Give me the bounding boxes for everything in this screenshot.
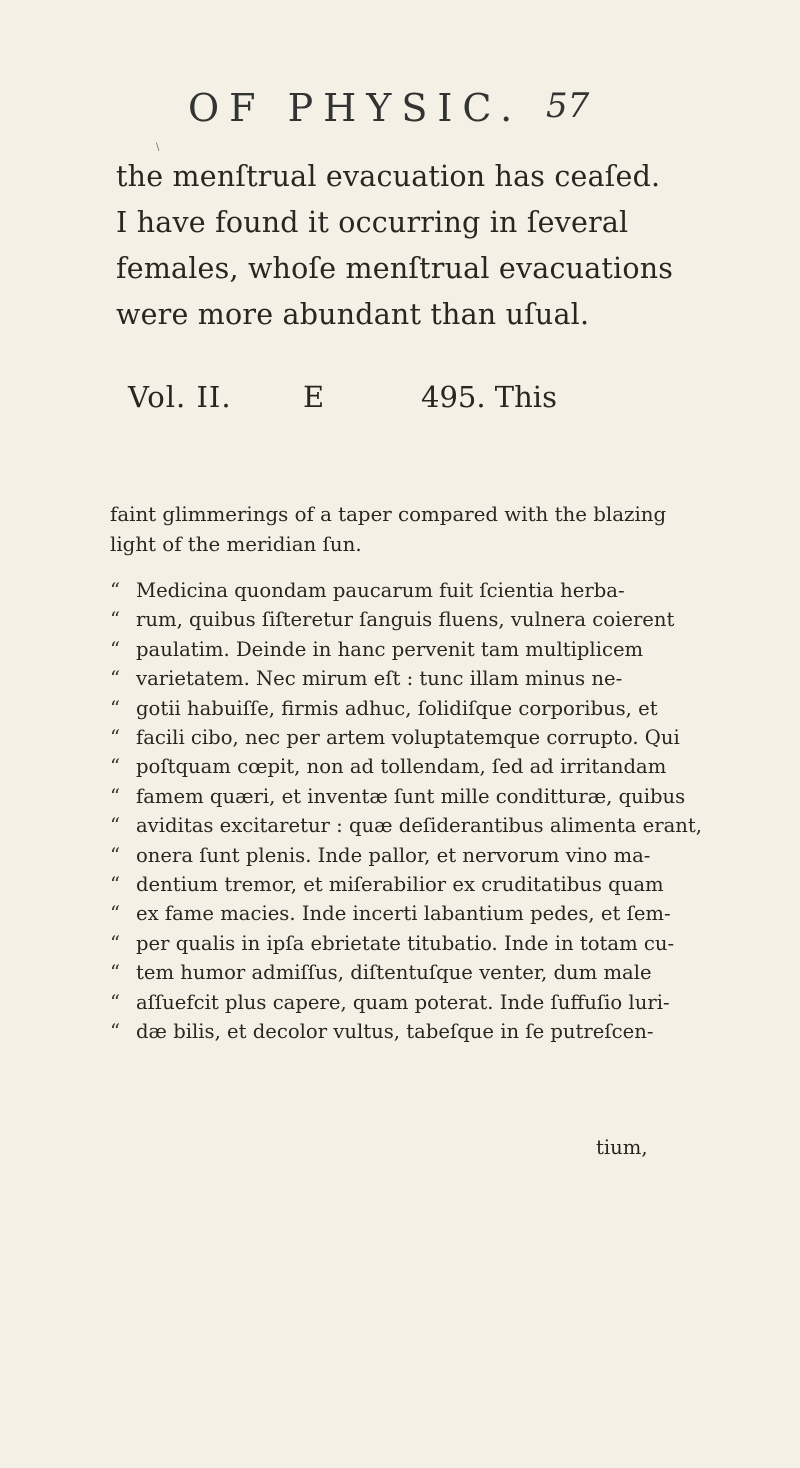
quote-mark: “ [110, 579, 121, 602]
quote-line [110, 664, 690, 693]
quote-line [110, 841, 690, 870]
quote-line [110, 694, 690, 723]
lower-paragraph [110, 500, 670, 559]
quote-line [110, 929, 690, 958]
quote-line [110, 723, 690, 752]
quote-mark: “ [110, 990, 121, 1014]
quote-text: aſſuefcit plus capere, quam poterat. Inde ſuffuſio luri- [136, 990, 670, 1014]
quote-text: gotii habuiſſe, firmis adhuc, ſolidiſque corporibus, et [136, 696, 658, 720]
volume-label: Vol. II. [128, 380, 232, 414]
text-line: light of the meridian ſun. [110, 532, 362, 556]
quote-line [110, 635, 690, 664]
quote-text: ex fame macies. Inde incerti labantium pedes, et ſem- [136, 902, 671, 926]
quote-text: tem humor admiſſus, diſtentuſque venter, dum male [136, 961, 652, 985]
quote-line [110, 870, 690, 899]
quote-mark: “ [110, 843, 121, 867]
quote-text: onera ſunt plenis. Inde pallor, et nervorum vino ma- [136, 843, 651, 867]
quote-text: per qualis in ipſa ebrietate titubatio. Inde in totam cu- [136, 931, 675, 955]
text-line: faint glimmerings of a taper compared with the blazing [110, 503, 667, 526]
quote-text: facili cibo, nec per artem voluptatemque corrupto. Qui [136, 726, 680, 750]
catchword: 495. This [421, 380, 557, 414]
quote-mark: “ [110, 667, 121, 691]
quote-line [110, 899, 690, 928]
quote-text: varietatem. Nec mirum eſt : tunc illam minus ne- [136, 667, 623, 691]
quote-line [110, 576, 690, 605]
running-head: OF PHYSIC. [188, 86, 523, 130]
quote-mark: “ [110, 696, 121, 720]
page-tick: \ [156, 142, 160, 153]
quote-mark: “ [110, 726, 121, 750]
quote-line [110, 752, 690, 781]
quote-text: rum, quibus ſiſteretur ſanguis fluens, vulnera coierent [136, 608, 675, 632]
quote-text: dentium tremor, et miſerabilior ex cruditatibus quam [136, 873, 664, 897]
quote-line [110, 958, 690, 987]
quote-text: famem quæri, et inventæ ſunt mille conditturæ, quibus [136, 784, 686, 808]
quote-text: dæ bilis, et decolor vultus, tabeſque in ſe putreſcen- [136, 1020, 654, 1044]
text-line: females, whoſe menſtrual evacuations [116, 252, 674, 285]
quote-line [110, 811, 702, 840]
quote-text: aviditas excitaretur : quæ deſiderantibus alimenta erant, [136, 814, 702, 838]
page-number: 57 [546, 86, 590, 126]
text-line: were more abundant than uſual. [116, 298, 590, 331]
quote-mark: “ [110, 755, 121, 779]
quote-line [110, 1017, 690, 1046]
quote-line [110, 988, 690, 1017]
final-word: tium, [596, 1136, 648, 1159]
latin-quotation [110, 576, 702, 1047]
quote-mark: “ [110, 608, 121, 632]
quote-mark: “ [110, 902, 121, 926]
quote-mark: “ [110, 961, 121, 985]
quote-text: paulatim. Deinde in hanc pervenit tam multiplicem [136, 637, 644, 661]
quote-text: Medicina quondam paucarum fuit ſcientia herba- [136, 579, 625, 602]
quote-mark: “ [110, 784, 121, 808]
quote-mark: “ [110, 1020, 121, 1044]
quote-mark: “ [110, 931, 121, 955]
top-paragraph [116, 154, 676, 338]
page-footer [128, 380, 557, 414]
quote-text: poſtquam cœpit, non ad tollendam, ſed ad irritandam [136, 755, 667, 779]
quote-line [110, 605, 690, 634]
quote-line [110, 782, 690, 811]
text-line: the menſtrual evacuation has ceaſed. [116, 160, 661, 193]
quote-mark: “ [110, 637, 121, 661]
quote-mark: “ [110, 814, 121, 838]
signature-mark: E [303, 380, 325, 414]
quote-mark: “ [110, 873, 121, 897]
text-line: I have found it occurring in ſeveral [116, 206, 629, 239]
